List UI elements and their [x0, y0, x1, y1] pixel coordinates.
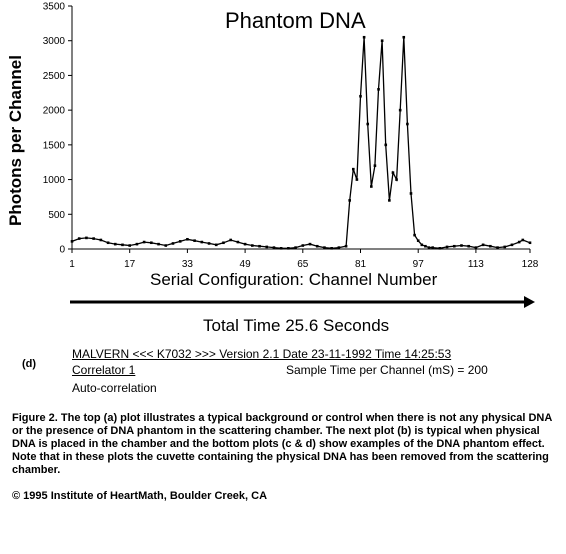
x-tick-label: 1	[69, 259, 75, 270]
data-point	[496, 246, 499, 249]
data-point	[439, 247, 442, 250]
autocorrelation-label: Auto-correlation	[72, 381, 157, 395]
data-point	[229, 239, 232, 242]
data-point	[356, 178, 359, 181]
x-axis-label: Serial Configuration: Channel Number	[150, 270, 438, 289]
data-point	[518, 241, 521, 244]
y-tick-label: 500	[48, 209, 65, 221]
data-point	[345, 245, 348, 248]
data-point	[410, 192, 413, 195]
data-point	[85, 237, 88, 240]
data-point	[258, 245, 261, 248]
data-point	[302, 244, 305, 247]
data-point	[338, 246, 341, 249]
data-point	[323, 246, 326, 249]
y-tick-label: 0	[59, 244, 65, 256]
data-point	[374, 164, 377, 167]
y-tick-label: 2000	[42, 105, 65, 117]
data-point	[186, 238, 189, 241]
x-tick-label: 81	[354, 259, 367, 270]
chart-series	[71, 36, 532, 250]
data-point	[460, 244, 463, 247]
panel-letter: (d)	[22, 358, 37, 370]
data-point	[222, 241, 225, 244]
data-point	[453, 245, 456, 248]
chart-ticks	[43, 2, 539, 271]
data-point	[164, 244, 167, 247]
data-point	[237, 241, 240, 244]
data-point	[316, 245, 319, 248]
x-tick-label: 17	[124, 259, 136, 270]
data-point	[294, 246, 297, 249]
chart-axes	[72, 6, 530, 249]
y-tick-label: 2500	[42, 70, 65, 82]
data-point	[265, 246, 268, 249]
total-time-label: Total Time 25.6 Seconds	[203, 316, 390, 335]
figure-caption: Figure 2. The top (a) plot illustrates a typical background or control when there is not any physical DNA or the presence of DNA phantom in the scattering chamber. The next plot (b) is typical when physical DNA is placed in the chamber and the bottom plots (c & d) show examples of the DNA phantom effect. Note that in these plots the cuvette containing the physical DNA has been removed from the scattering chamber.	[12, 412, 552, 476]
y-tick-label: 3000	[42, 36, 65, 48]
data-point	[381, 39, 384, 42]
y-axis-label: Photons per Channel	[6, 55, 25, 226]
data-point	[280, 247, 283, 250]
data-point	[417, 239, 420, 242]
data-point	[392, 171, 395, 174]
data-point	[287, 247, 290, 250]
data-point	[121, 244, 124, 247]
y-tick-label: 3500	[42, 1, 65, 13]
data-point	[395, 178, 398, 181]
x-tick-label: 97	[412, 259, 424, 270]
time-arrow-head	[524, 296, 535, 308]
data-point	[143, 241, 146, 244]
data-point	[529, 241, 532, 244]
data-point	[413, 234, 416, 237]
data-point	[172, 242, 175, 245]
y-tick-label: 1500	[42, 140, 65, 152]
data-point	[244, 243, 247, 246]
data-point	[201, 241, 204, 244]
sample-time-label: Sample Time per Channel (mS) = 200	[286, 363, 488, 377]
copyright-notice: © 1995 Institute of HeartMath, Boulder Creek, CA	[12, 490, 268, 502]
instrument-info-line: MALVERN <<< K7032 >>> Version 2.1 Date 23-11-1992 Time 14:25:53	[72, 347, 452, 361]
data-point	[402, 36, 405, 39]
data-point	[136, 243, 139, 246]
data-point	[78, 237, 81, 240]
data-point	[482, 244, 485, 247]
data-point	[273, 246, 276, 249]
y-tick-label: 1000	[42, 175, 65, 187]
data-point	[71, 240, 74, 243]
data-point	[475, 246, 478, 249]
x-tick-label: 65	[297, 259, 309, 270]
data-point	[128, 244, 131, 247]
data-point	[348, 199, 351, 202]
chart-title: Phantom DNA	[225, 8, 366, 33]
data-point	[150, 241, 153, 244]
data-point	[388, 199, 391, 202]
data-point	[366, 123, 369, 126]
correlator-label: Correlator 1	[72, 363, 136, 377]
data-point	[309, 243, 312, 246]
data-point	[489, 245, 492, 248]
data-point	[431, 246, 434, 249]
x-tick-label: 113	[467, 259, 484, 270]
data-point	[363, 36, 366, 39]
data-point	[406, 123, 409, 126]
data-point	[370, 185, 373, 188]
data-point	[428, 246, 431, 249]
x-tick-label: 33	[181, 259, 193, 270]
data-point	[251, 244, 254, 247]
data-point	[330, 247, 333, 250]
data-point	[446, 246, 449, 249]
data-point	[193, 239, 196, 242]
data-point	[424, 245, 427, 248]
time-arrow	[70, 296, 535, 308]
data-point	[359, 95, 362, 98]
data-point	[100, 239, 103, 242]
data-point	[377, 88, 380, 91]
data-point	[384, 144, 387, 147]
x-tick-label: 49	[239, 259, 251, 270]
data-point	[421, 244, 424, 247]
data-point	[215, 244, 218, 247]
data-point	[399, 109, 402, 112]
data-point	[503, 246, 506, 249]
data-point	[157, 243, 160, 246]
series-line	[72, 37, 530, 248]
data-point	[92, 237, 95, 240]
data-point	[114, 243, 117, 246]
data-point	[179, 240, 182, 243]
x-tick-label: 128	[521, 259, 539, 270]
data-point	[208, 242, 211, 245]
data-point	[467, 245, 470, 248]
data-point	[352, 168, 355, 171]
data-point	[511, 244, 514, 247]
data-point	[107, 241, 110, 244]
data-point	[521, 239, 524, 242]
